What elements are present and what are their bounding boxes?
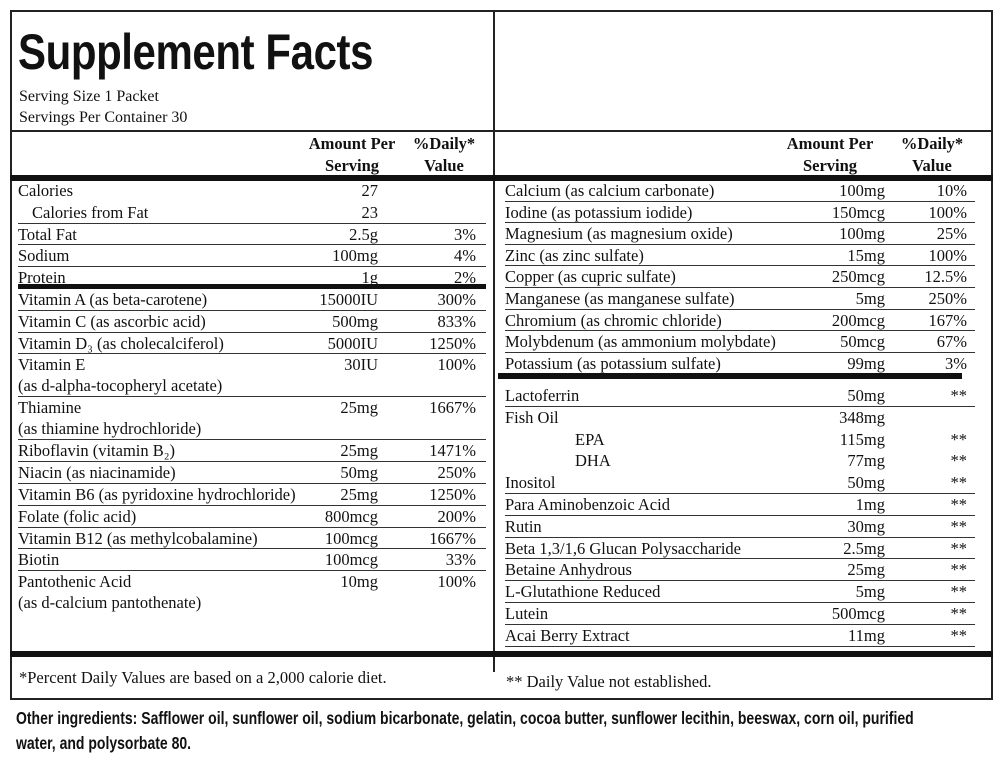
header-text: %Daily* — [412, 134, 476, 153]
nutrient-name: Lutein — [505, 603, 549, 623]
right-mineral-table — [505, 180, 975, 374]
daily-value: 250% — [928, 288, 967, 308]
daily-value: 167% — [928, 310, 967, 330]
amount-per-serving: 800mcg — [324, 506, 378, 526]
nutrient-name: Thiamine — [18, 398, 82, 418]
daily-value: 1667% — [429, 528, 476, 548]
daily-value: 1250% — [429, 484, 476, 504]
amount-per-serving: 10mg — [340, 572, 378, 592]
nutrient-name: Total Fat — [18, 224, 77, 244]
amount-per-serving: 30IU — [344, 355, 378, 375]
daily-value: 300% — [437, 289, 476, 309]
nutrient-row — [18, 180, 486, 202]
nutrient-row — [505, 429, 975, 451]
daily-value: ** — [950, 473, 967, 493]
daily-value: ** — [950, 516, 967, 536]
footnote-not-established: ** Daily Value not established. — [506, 672, 712, 691]
nutrient-row — [505, 494, 975, 516]
daily-value: 833% — [437, 311, 476, 331]
nutrient-name-continued: (as d-calcium pantothenate) — [18, 593, 202, 613]
amount-per-serving: 50mg — [847, 386, 885, 405]
nutrient-row — [18, 484, 486, 506]
nutrient-row — [505, 245, 975, 267]
daily-value: 12.5% — [924, 267, 967, 287]
daily-value: 250% — [437, 463, 476, 483]
nutrient-row — [18, 202, 486, 224]
nutrient-name: Riboflavin (vitamin B₂) — [18, 441, 175, 461]
footnote-daily-values: *Percent Daily Values are based on a 2,000 calorie diet. — [19, 668, 387, 687]
daily-value: 25% — [936, 224, 967, 244]
amount-per-serving: 5000IU — [327, 333, 378, 353]
daily-value: 200% — [437, 506, 476, 526]
daily-value: ** — [950, 386, 967, 405]
nutrient-row — [505, 407, 975, 429]
nutrient-name: Vitamin E — [18, 355, 86, 375]
amount-per-serving: 27 — [361, 181, 378, 200]
nutrient-row — [18, 333, 486, 355]
nutrient-row — [505, 202, 975, 224]
amount-per-serving: 11mg — [848, 625, 885, 645]
daily-value: 3% — [945, 353, 967, 373]
nutrient-name: Para Aminobenzoic Acid — [505, 494, 670, 514]
daily-value: 100% — [437, 355, 476, 375]
header-rule — [10, 130, 993, 132]
amount-per-serving: 50mg — [847, 473, 885, 493]
daily-value: 10% — [936, 181, 967, 200]
daily-value: 67% — [936, 332, 967, 352]
amount-per-serving: 77mg — [847, 451, 885, 471]
amount-per-serving: 500mg — [332, 311, 378, 331]
amount-per-serving: 23 — [361, 202, 378, 222]
nutrient-row — [18, 224, 486, 246]
nutrient-name: Protein — [18, 268, 66, 288]
right-other-table — [505, 385, 975, 647]
amount-per-serving: 50mg — [340, 463, 378, 483]
nutrient-name: Betaine Anhydrous — [505, 560, 632, 580]
nutrient-row — [505, 223, 975, 245]
nutrient-name: Chromium (as chromic chloride) — [505, 310, 722, 330]
amount-per-serving: 1mg — [855, 494, 885, 514]
left-amount-header — [296, 133, 408, 177]
nutrient-name: Vitamin A (as beta-carotene) — [18, 289, 208, 309]
nutrient-row — [18, 571, 486, 614]
nutrient-row — [505, 331, 975, 353]
amount-per-serving: 5mg — [855, 288, 885, 308]
nutrient-name-continued: (as thiamine hydrochloride) — [18, 419, 202, 439]
daily-value: ** — [950, 603, 967, 623]
nutrient-row — [505, 450, 975, 472]
nutrient-row — [505, 581, 975, 603]
amount-per-serving: 100mcg — [324, 528, 378, 548]
daily-value: 33% — [445, 550, 476, 570]
nutrient-name: Vitamin D₃ (as cholecalciferol) — [18, 333, 224, 353]
daily-value: 4% — [454, 246, 476, 266]
amount-per-serving: 2.5g — [349, 224, 378, 244]
daily-value: 1667% — [429, 398, 476, 418]
nutrient-name: Zinc (as zinc sulfate) — [505, 245, 644, 265]
daily-value: ** — [950, 560, 967, 580]
nutrient-name: Vitamin B12 (as methylcobalamine) — [18, 528, 258, 548]
daily-value: ** — [950, 494, 967, 514]
amount-per-serving: 30mg — [847, 516, 885, 536]
right-section-bar — [498, 373, 962, 379]
header-text: Value — [424, 156, 464, 175]
nutrient-name: Calories from Fat — [32, 202, 149, 222]
nutrient-row — [18, 397, 486, 440]
amount-per-serving: 100mg — [839, 224, 885, 244]
nutrient-name: Inositol — [505, 473, 556, 493]
nutrient-name: Vitamin B6 (as pyridoxine hydrochloride) — [18, 484, 296, 504]
header-text: Serving — [802, 156, 858, 175]
nutrient-row — [505, 180, 975, 202]
amount-per-serving: 1g — [361, 268, 378, 288]
nutrient-name-continued: (as d-alpha-tocopheryl acetate) — [18, 376, 223, 396]
other-ingredients: Other ingredients: Safflower oil, sunflower oil, sodium bicarbonate, gelatin, cocoa butter, sunflower lecithin, beeswax, corn oil, purified water, and polysorbate 80. — [16, 708, 914, 753]
amount-per-serving: 99mg — [847, 353, 885, 373]
nutrient-name: L-Glutathione Reduced — [505, 582, 661, 602]
right-amount-header — [772, 133, 888, 177]
nutrient-name: Manganese (as manganese sulfate) — [505, 288, 735, 308]
nutrient-row — [505, 310, 975, 332]
nutrient-row — [505, 288, 975, 310]
nutrient-name: Pantothenic Acid — [18, 572, 132, 592]
nutrient-row — [505, 266, 975, 288]
daily-value: 3% — [454, 224, 476, 244]
right-dv-header — [884, 133, 980, 177]
amount-per-serving: 25mg — [340, 484, 378, 504]
nutrient-name: Fish Oil — [505, 407, 559, 427]
footer-thick-bar — [10, 651, 993, 657]
daily-value: ** — [950, 429, 967, 449]
nutrient-row — [505, 625, 975, 647]
nutrient-row — [18, 245, 486, 267]
daily-value: 1250% — [429, 333, 476, 353]
nutrient-name: Vitamin C (as ascorbic acid) — [18, 311, 206, 331]
left-dv-header — [400, 133, 488, 177]
nutrient-name: DHA — [575, 451, 611, 471]
header-text: Amount Per — [308, 134, 396, 153]
nutrient-row — [18, 267, 486, 289]
header-text: %Daily* — [900, 134, 964, 153]
daily-value: 1471% — [429, 441, 476, 461]
amount-per-serving: 100mcg — [324, 550, 378, 570]
page-title: Supplement Facts — [18, 24, 374, 80]
amount-per-serving: 250mcg — [831, 267, 885, 287]
nutrient-name: Molybdenum (as ammonium molybdate) — [505, 332, 776, 352]
nutrient-row — [505, 538, 975, 560]
left-nutrient-table — [18, 180, 486, 614]
nutrient-name: Rutin — [505, 516, 542, 536]
nutrient-row — [505, 603, 975, 625]
nutrient-row — [18, 462, 486, 484]
nutrient-name: Lactoferrin — [505, 386, 580, 405]
amount-per-serving: 2.5mg — [843, 538, 885, 558]
amount-per-serving: 115mg — [839, 429, 885, 449]
amount-per-serving: 500mcg — [831, 603, 885, 623]
amount-per-serving: 15mg — [847, 245, 885, 265]
daily-value: 100% — [437, 572, 476, 592]
amount-per-serving: 25mg — [340, 398, 378, 418]
amount-per-serving: 25mg — [847, 560, 885, 580]
daily-value: ** — [950, 538, 967, 558]
nutrient-name: Sodium — [18, 246, 70, 266]
nutrient-row — [18, 549, 486, 571]
nutrient-name: Folate (folic acid) — [18, 506, 137, 526]
header-text: Amount Per — [786, 134, 874, 153]
amount-per-serving: 348mg — [839, 407, 885, 427]
nutrient-row — [505, 472, 975, 494]
daily-value: ** — [950, 451, 967, 471]
nutrient-row — [18, 354, 486, 397]
nutrient-row — [505, 353, 975, 375]
amount-per-serving: 200mcg — [831, 310, 885, 330]
amount-per-serving: 50mcg — [840, 332, 885, 352]
header-text: Value — [912, 156, 952, 175]
nutrient-name: Potassium (as potassium sulfate) — [505, 353, 721, 373]
header-text: Serving — [324, 156, 380, 175]
nutrient-name: EPA — [575, 429, 605, 449]
nutrient-name: Magnesium (as magnesium oxide) — [505, 224, 733, 244]
nutrient-name: Iodine (as potassium iodide) — [505, 202, 693, 222]
nutrient-row — [18, 440, 486, 462]
nutrient-name: Calcium (as calcium carbonate) — [505, 181, 715, 200]
daily-value: 2% — [454, 268, 476, 288]
nutrient-row — [505, 385, 975, 407]
amount-per-serving: 150mcg — [831, 202, 885, 222]
amount-per-serving: 100mg — [332, 246, 378, 266]
serving-size: Serving Size 1 Packet — [19, 88, 159, 105]
daily-value: ** — [950, 582, 967, 602]
nutrient-name: Beta 1,3/1,6 Glucan Polysaccharide — [505, 538, 741, 558]
column-divider — [493, 10, 495, 672]
nutrient-row — [18, 528, 486, 550]
nutrient-name: Biotin — [18, 550, 60, 570]
nutrient-name: Acai Berry Extract — [505, 625, 630, 645]
nutrient-row — [505, 516, 975, 538]
daily-value: 100% — [928, 202, 967, 222]
nutrient-row — [18, 311, 486, 333]
daily-value: ** — [950, 625, 967, 645]
daily-value: 100% — [928, 245, 967, 265]
nutrient-row — [18, 289, 486, 311]
servings-per-container: Servings Per Container 30 — [19, 109, 188, 126]
amount-per-serving: 5mg — [855, 582, 885, 602]
nutrient-row — [18, 506, 486, 528]
amount-per-serving: 100mg — [839, 181, 885, 200]
nutrient-row — [505, 559, 975, 581]
amount-per-serving: 25mg — [340, 441, 378, 461]
amount-per-serving: 15000IU — [319, 289, 378, 309]
nutrient-name: Copper (as cupric sulfate) — [505, 267, 676, 287]
nutrient-name: Calories — [18, 181, 73, 200]
nutrient-name: Niacin (as niacinamide) — [18, 463, 176, 483]
